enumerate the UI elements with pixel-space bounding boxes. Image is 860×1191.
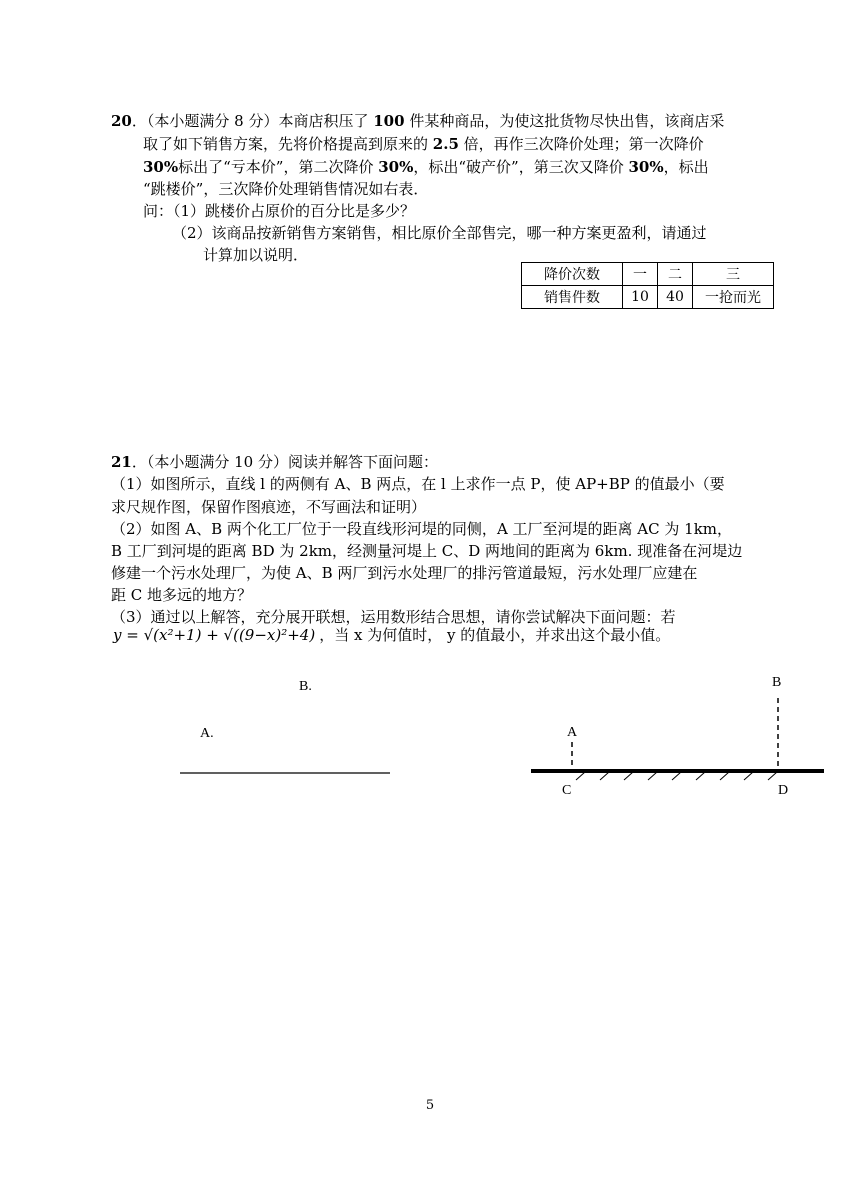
- q21-p3-line-a: （3）通过以上解答，充分展开联想，运用数形结合思想，请你尝试解决下面问题：若: [111, 608, 676, 626]
- q20-line-2: 取了如下销售方案，先将价格提高到原来的 2.5 倍，再作三次降价处理；第一次降价: [143, 135, 704, 153]
- q21-p3-tail: ，当 x 为何值时， y 的值最小，并求出这个最小值。: [319, 626, 671, 644]
- q21-p2-line-c: 修建一个污水处理厂，为使 A、B 两厂到污水处理厂的排污管道最短，污水处理厂应建在: [111, 564, 698, 582]
- q21-title: 21．（本小题满分 10 分）阅读并解答下面问题：: [111, 453, 439, 471]
- q20-line-4: “跳楼价”，三次降价处理销售情况如右表．: [143, 180, 429, 198]
- table-cell: 10: [623, 286, 658, 309]
- q21-p1-line-b: 求尺规作图，保留作图痕迹，不写画法和证明）: [111, 498, 427, 516]
- q20-ask-2: （2）该商品按新销售方案销售，相比原价全部售完，哪一种方案更盈利，请通过: [172, 224, 707, 242]
- table-cell: 一: [623, 263, 658, 286]
- fig2-label-c: C: [562, 783, 572, 798]
- q20-line-1: 20．（本小题满分 8 分）本商店积压了 100 件某种商品，为使这批货物尽快出售，该商店采: [111, 112, 725, 130]
- table-cell: 40: [658, 286, 693, 309]
- q21-p1-line-a: （1）如图所示，直线 l 的两侧有 A、B 两点，在 l 上求作一点 P，使 AP+BP 的值最小（要: [111, 475, 725, 493]
- q21-p2-line-d: 距 C 地多远的地方？: [111, 586, 253, 604]
- fig2-label-d: D: [778, 783, 789, 798]
- fig2-label-b: B: [772, 675, 782, 690]
- table-cell: 二: [658, 263, 693, 286]
- q20-ask-1: 问：（1）跳楼价占原价的百分比是多少？: [143, 202, 416, 220]
- page-number: 5: [425, 1098, 435, 1113]
- fig2-label-a: A: [567, 725, 578, 740]
- q21-p2-line-a: （2）如图 A、B 两个化工厂位于一段直线形河堤的同侧，A 工厂至河堤的距离 AC 为 1km，: [111, 520, 733, 538]
- q20-line-3: 30%标出了“亏本价”，第二次降价 30%，标出“破产价”，第三次又降价 30%，标出: [143, 158, 709, 176]
- table-cell: 一抢而光: [693, 286, 774, 309]
- formula-y: y = √(x²+1) + √((9−x)²+4): [113, 625, 316, 644]
- fig1-label-a: A.: [200, 726, 214, 741]
- table-cell: 降价次数: [522, 263, 623, 286]
- table-cell: 销售件数: [522, 286, 623, 309]
- q21-p2-line-b: B 工厂到河堤的距离 BD 为 2km，经测量河堤上 C、D 两地间的距离为 6km. 现准备在河堤边: [111, 542, 743, 560]
- fig1-label-b: B.: [299, 679, 312, 694]
- table-cell: 三: [693, 263, 774, 286]
- fig2-hatching: [576, 772, 777, 780]
- q20-ask-2b: 计算加以说明．: [203, 246, 309, 264]
